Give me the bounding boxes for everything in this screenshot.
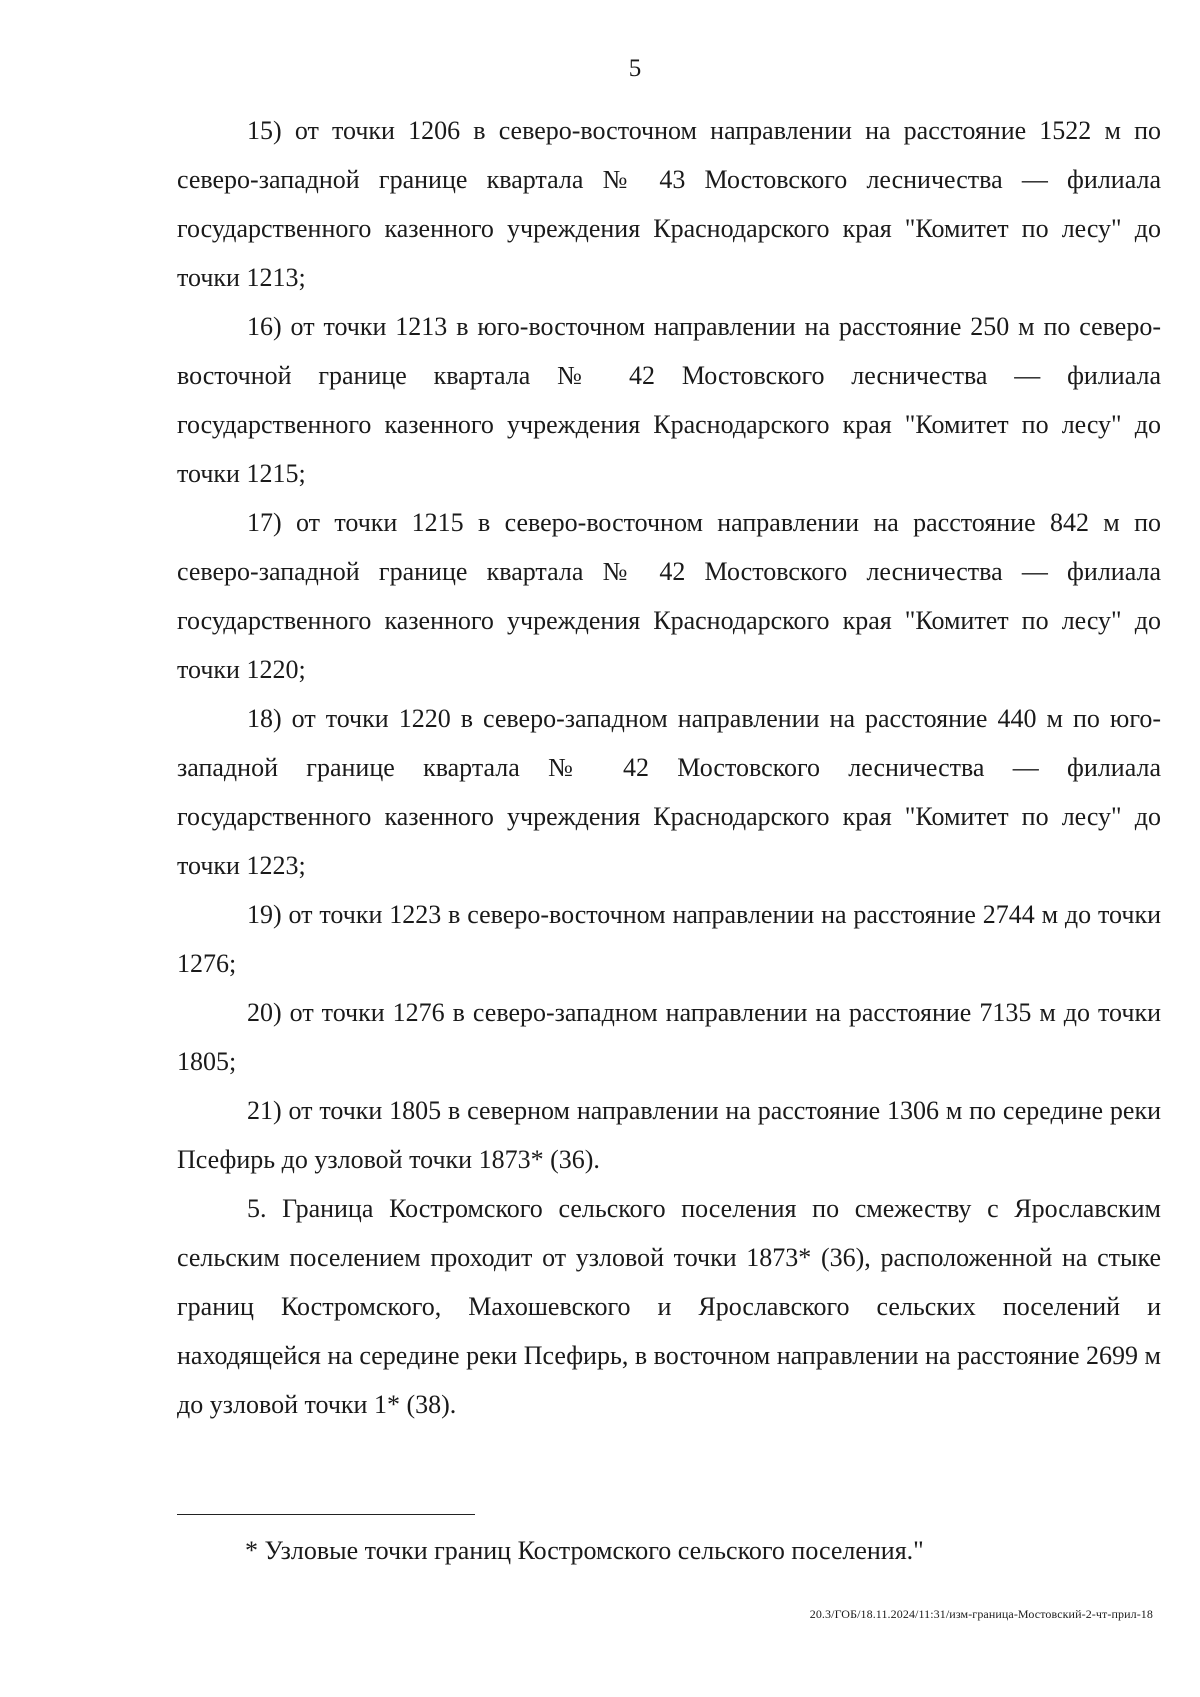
page-number: 5: [628, 55, 642, 82]
paragraph-item-20: 20) от точки 1276 в северо-западном направлении на расстояние 7135 м до точки 1805;: [177, 998, 1161, 1076]
section-5-paragraph: 5. Граница Костромского сельского поселения по смежеству с Ярославским сельским поселением проходит от узловой точки 1873* (36), расположенной на стыке границ Костромского, Махошевского и Ярославского сельских поселений и находящейся на середине реки Псефирь, в восточном направлении на расстояние 2699 м до узловой точки 1* (38).: [177, 1194, 1161, 1419]
paragraph-item-16: 16) от точки 1213 в юго-восточном направлении на расстояние 250 м по северо-восточной границе квартала № 42 Мостовского лесничества — филиала государственного казенного учреждения Краснодарского края "Комитет по лесу" до точки 1215;: [177, 312, 1161, 488]
footnote-divider: [177, 1514, 475, 1515]
paragraph-item-15: 15) от точки 1206 в северо-восточном направлении на расстояние 1522 м по северо-западной границе квартала № 43 Мостовского лесничества — филиала государственного казенного учреждения Краснодарского края "Комитет по лесу" до точки 1213;: [177, 116, 1161, 292]
paragraph-item-19: 19) от точки 1223 в северо-восточном направлении на расстояние 2744 м до точки 1276;: [177, 900, 1161, 978]
paragraph-item-17: 17) от точки 1215 в северо-восточном направлении на расстояние 842 м по северо-западной границе квартала № 42 Мостовского лесничества — филиала государственного казенного учреждения Краснодарского края "Комитет по лесу" до точки 1220;: [177, 508, 1161, 684]
document-code: 20.3/ГОБ/18.11.2024/11:31/изм-граница-Мостовский-2-чт-прил-18: [809, 1607, 1153, 1621]
paragraph-item-21: 21) от точки 1805 в северном направлении на расстояние 1306 м по середине реки Псефирь до узловой точки 1873* (36).: [177, 1096, 1161, 1174]
document-body: [177, 106, 1161, 1429]
footnote: * Узловые точки границ Костромского сельского поселения.": [245, 1536, 924, 1565]
paragraph-item-18: 18) от точки 1220 в северо-западном направлении на расстояние 440 м по юго-западной границе квартала № 42 Мостовского лесничества — филиала государственного казенного учреждения Краснодарского края "Комитет по лесу" до точки 1223;: [177, 704, 1161, 880]
